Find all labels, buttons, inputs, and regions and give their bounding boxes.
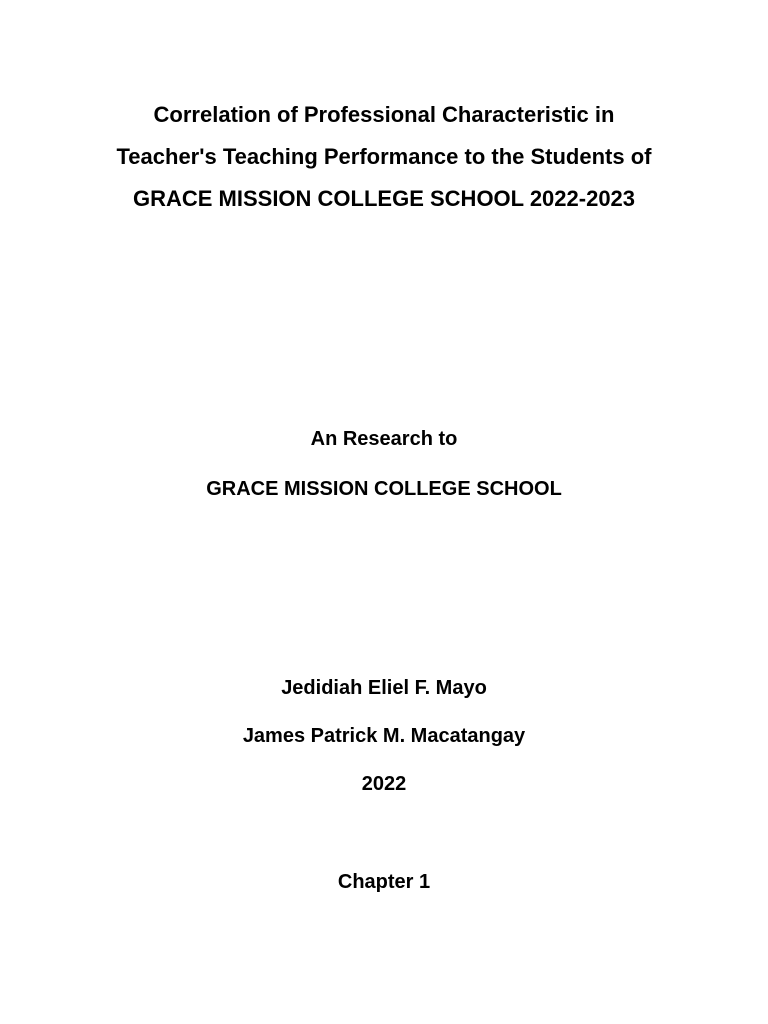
title-line-3: GRACE MISSION COLLEGE SCHOOL 2022-2023 (132, 186, 636, 211)
document-title (0, 94, 768, 220)
author-name-2: James Patrick M. Macatangay (242, 725, 526, 747)
title-line-1: Correlation of Professional Characteristic in (153, 102, 615, 127)
school-name: GRACE MISSION COLLEGE SCHOOL (206, 478, 562, 500)
chapter-heading: Chapter 1 (337, 871, 431, 893)
title-line-2: Teacher's Teaching Performance to the Students of (116, 144, 652, 169)
document-year: 2022 (361, 773, 407, 795)
author-name-1: Jedidiah Eliel F. Mayo (281, 677, 487, 699)
document-subtitle: An Research to (310, 428, 458, 450)
